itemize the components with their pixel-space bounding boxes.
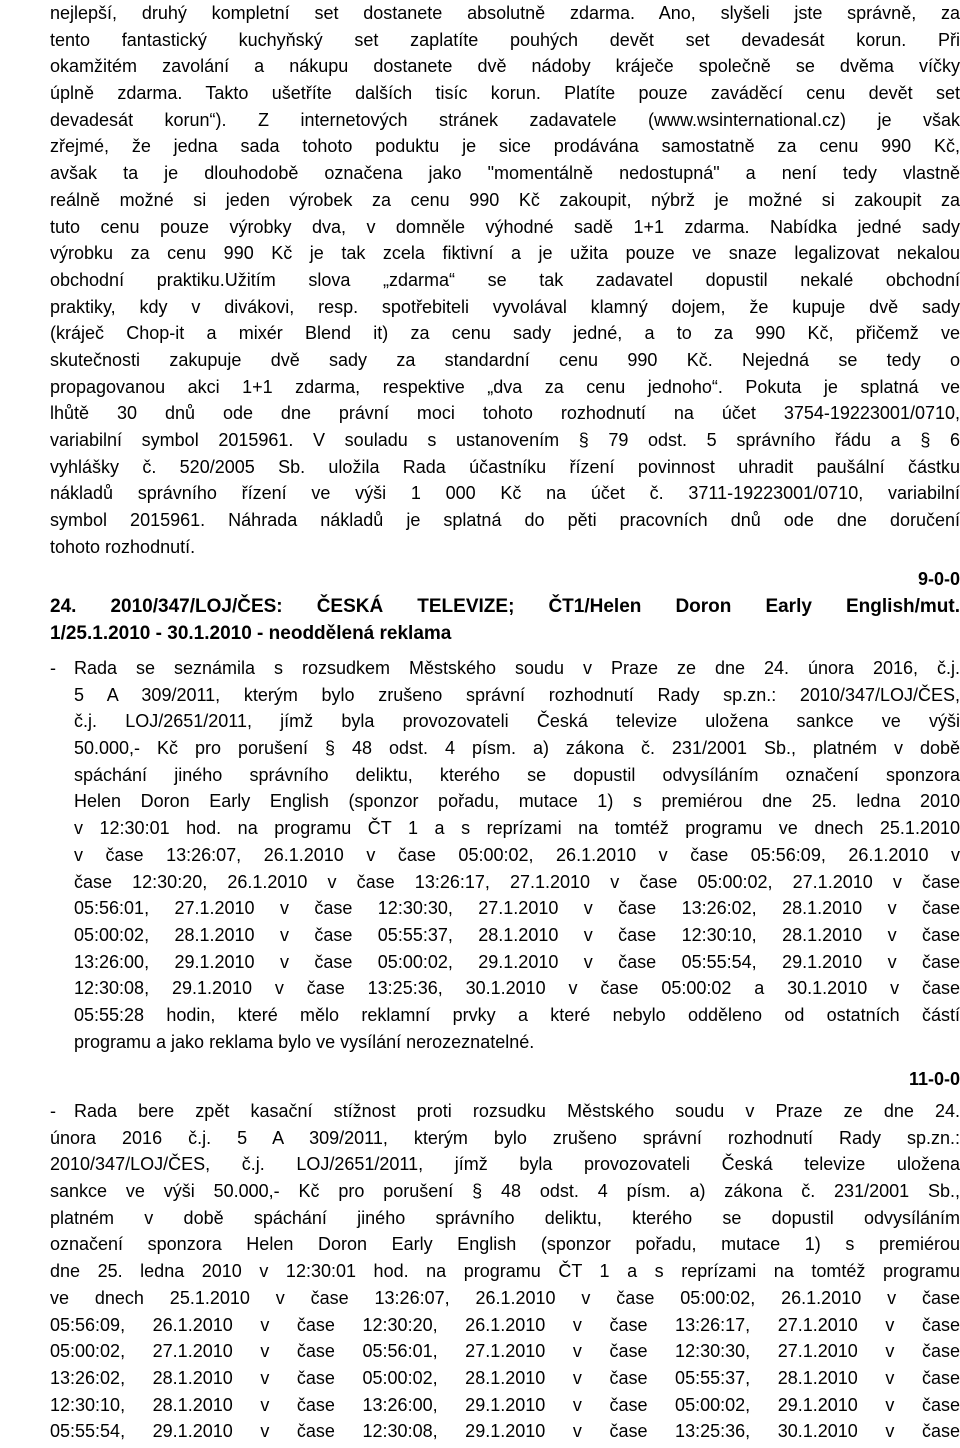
text-line: programu a jako reklama bylo ve vysílání nerozeznatelné. — [74, 1031, 535, 1052]
text-line: okamžitém zavolání a nákupu dostanete dvě nádoby kráječe společně se dvěma víčky — [50, 56, 960, 77]
text-line: výrobku za cenu 990 Kč je tak zcela fiktivní a je užita pouze ve snaze legalizovat nekalou — [50, 243, 960, 264]
text-line: reálně možné si jeden výrobek za cenu 990 Kč zakoupit, nýbrž je možné si zakoupit za — [50, 189, 960, 210]
text-line: 5 A 309/2011, kterým bylo zrušeno správní rozhodnutí Rady sp.zn.: 2010/347/LOJ/ČES, — [74, 684, 960, 705]
list-item — [50, 1098, 960, 1445]
text-line: vyhlášky č. 520/2005 Sb. uložila Rada účastníku řízení povinnost uhradit paušální částku — [50, 456, 960, 477]
heading-line: 24. 2010/347/LOJ/ČES: ČESKÁ TELEVIZE; ČT1/Helen Doron Early English/mut. — [50, 596, 960, 617]
list-item — [50, 655, 960, 1055]
paragraph-continuation — [50, 0, 960, 560]
text-line: obchodní praktiku.Užitím slova „zdarma“ se tak zadavatel dopustil nekalé obchodní — [50, 269, 960, 290]
text-line: zřejmé, že jedna sada tohoto poduktu je sice prodávána samostatně za cenu 990 Kč, — [50, 136, 960, 157]
text-line: tento fantastický kuchyňský set zaplatíte pouhých devět set devadesát korun. Při — [50, 29, 960, 50]
text-line: 13:26:02, 28.1.2010 v čase 05:00:02, 28.1.2010 v čase 05:55:37, 28.1.2010 v čase — [50, 1367, 960, 1388]
text-line: spáchání jiného správního deliktu, kterého se dopustil odvysíláním označení sponzora — [74, 764, 960, 785]
text-line: Helen Doron Early English (sponzor pořadu, mutace 1) s premiérou dne 25. ledna 2010 — [74, 791, 960, 812]
text-line: ve dnech 25.1.2010 v čase 13:26:07, 26.1.2010 v čase 05:00:02, 26.1.2010 v čase — [50, 1287, 960, 1308]
text-line: úplně zdarma. Takto ušetříte dalších tisíc korun. Platíte pouze zaváděcí cenu devět set — [50, 83, 960, 104]
text-line: propagovanou akci 1+1 zdarma, respektive „dva za cenu jednoho“. Pokuta je splatná ve — [50, 376, 960, 397]
text-line: 05:56:09, 26.1.2010 v čase 12:30:20, 26.1.2010 v čase 13:26:17, 27.1.2010 v čase — [50, 1314, 960, 1335]
list-dash: - — [50, 1101, 56, 1121]
text-line: sankce ve výši 50.000,- Kč pro porušení § 48 odst. 4 písm. a) zákona č. 231/2001 Sb., — [50, 1181, 960, 1202]
text-line: Rada bere zpět kasační stížnost proti rozsudku Městského soudu v Praze ze dne 24. — [74, 1101, 960, 1121]
text-line: platném v době spáchání jiného správního deliktu, kterého se dopustil odvysíláním — [50, 1207, 960, 1228]
text-line: variabilní symbol 2015961. V souladu s ustanovením § 79 odst. 5 správního řádu a § 6 — [50, 430, 960, 450]
text-line: tohoto rozhodnutí. — [50, 536, 196, 557]
text-line: nejlepší, druhý kompletní set dostanete absolutně zdarma. Ano, slyšeli jste správně, za — [50, 3, 960, 23]
text-line: symbol 2015961. Náhrada nákladů je splatná do pěti pracovních dnů ode dne doručení — [50, 510, 960, 531]
text-line: praktiky, kdy v divákovi, resp. spotřebiteli vyvolával klamný dojem, že kupuje dvě sady — [50, 296, 960, 317]
text-line: 2010/347/LOJ/ČES, č.j. LOJ/2651/2011, jímž byla provozovateli Česká televize uložena — [50, 1154, 960, 1175]
text-line: 12:30:10, 28.1.2010 v čase 13:26:00, 29.1.2010 v čase 05:00:02, 29.1.2010 v čase — [50, 1394, 960, 1415]
text-line: (kráječ Chop-it a mixér Blend it) za cenu sady jedné, a to za 990 Kč, přičemž ve — [50, 323, 960, 344]
text-line: 05:56:01, 27.1.2010 v čase 12:30:30, 27.1.2010 v čase 13:26:02, 28.1.2010 v čase — [74, 898, 960, 919]
text-line: skutečnosti zakupuje dvě sady za standardní cenu 990 Kč. Nejedná se tedy o — [50, 349, 960, 370]
text-line: 13:26:00, 29.1.2010 v čase 05:00:02, 29.1.2010 v čase 05:55:54, 29.1.2010 v čase — [74, 951, 960, 972]
list-dash: - — [50, 658, 56, 678]
text-line: 05:55:28 hodin, které mělo reklamní prvky a které nebylo odděleno od ostatních částí — [74, 1004, 960, 1025]
text-line: v čase 13:26:07, 26.1.2010 v čase 05:00:02, 26.1.2010 v čase 05:56:09, 26.1.2010 v — [74, 844, 960, 865]
text-line: 05:00:02, 28.1.2010 v čase 05:55:37, 28.1.2010 v čase 12:30:10, 28.1.2010 v čase — [74, 924, 960, 945]
text-line: 05:55:54, 29.1.2010 v čase 12:30:08, 29.1.2010 v čase 13:25:36, 30.1.2010 v čase — [50, 1421, 960, 1442]
text-line: devadesát korun“). Z internetových stránek zadavatele (www.wsinternational.cz) je však — [50, 109, 960, 130]
text-line: lhůtě 30 dnů ode dne právní moci tohoto rozhodnutí na účet 3754-19223001/0710, — [50, 403, 960, 424]
agenda-heading — [50, 594, 960, 647]
text-line: nákladů správního řízení ve výši 1 000 Kč na účet č. 3711-19223001/0710, variabilní — [50, 483, 960, 504]
text-line: tuto cenu pouze výrobky dva, v domněle výhodné sadě 1+1 zdarma. Nabídka jedné sady — [50, 216, 960, 237]
text-line: února 2016 č.j. 5 A 309/2011, kterým bylo zrušeno správní rozhodnutí Rady sp.zn.: — [50, 1127, 960, 1148]
text-line: označení sponzora Helen Doron Early English (sponzor pořadu, mutace 1) s premiérou — [50, 1234, 960, 1255]
text-line: 50.000,- Kč pro porušení § 48 odst. 4 písm. a) zákona č. 231/2001 Sb., platném v době — [74, 738, 960, 759]
text-line: 12:30:08, 29.1.2010 v čase 13:25:36, 30.1.2010 v čase 05:00:02 a 30.1.2010 v čase — [74, 978, 960, 999]
vote-result: 11-0-0 — [908, 1069, 960, 1089]
text-line: Rada se seznámila s rozsudkem Městského soudu v Praze ze dne 24. února 2016, č.j. — [74, 658, 960, 678]
text-line: avšak ta je dlouhodobě označena jako "momentálně nedostupná" a není tedy vlastně — [50, 163, 960, 184]
text-line: č.j. LOJ/2651/2011, jímž byla provozovateli Česká televize uložena sankce ve výši — [74, 711, 960, 732]
vote-result: 9-0-0 — [917, 569, 960, 589]
heading-line: 1/25.1.2010 - 30.1.2010 - neoddělená reklama — [50, 622, 452, 644]
text-line: čase 12:30:20, 26.1.2010 v čase 13:26:17, 27.1.2010 v čase 05:00:02, 27.1.2010 v čase — [74, 871, 960, 892]
text-line: v 12:30:01 hod. na programu ČT 1 a s reprízami na tomtéž programu ve dnech 25.1.2010 — [74, 818, 960, 839]
text-line: dne 25. ledna 2010 v 12:30:01 hod. na programu ČT 1 a s reprízami na tomtéž programu — [50, 1261, 960, 1282]
text-line: 05:00:02, 27.1.2010 v čase 05:56:01, 27.1.2010 v čase 12:30:30, 27.1.2010 v čase — [50, 1341, 960, 1362]
